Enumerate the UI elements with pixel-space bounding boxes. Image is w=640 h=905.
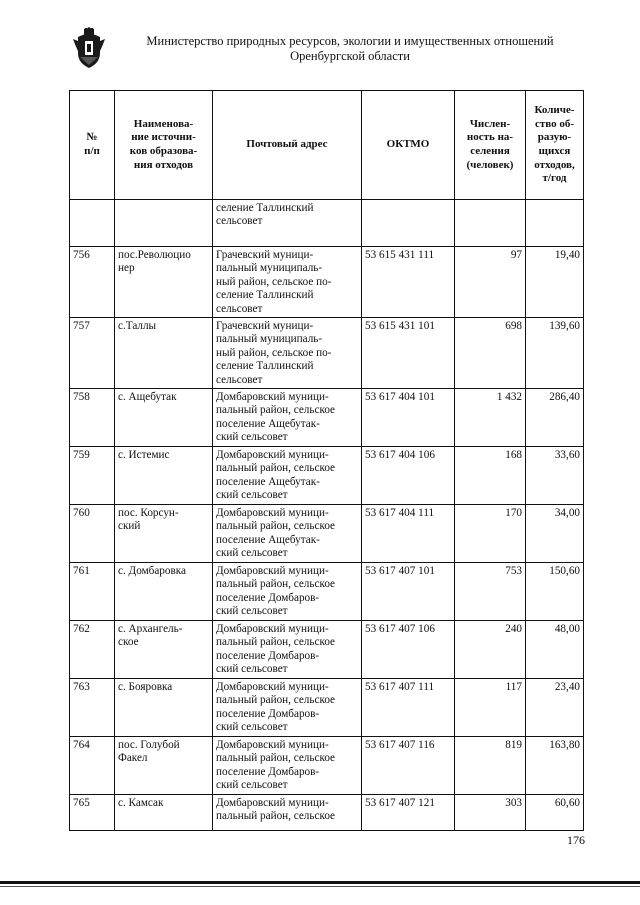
cell-row-number: 763 (70, 679, 115, 737)
cell-waste-amount: 163,80 (526, 737, 584, 795)
cell-row-number: 759 (70, 447, 115, 505)
cell-waste-amount: 23,40 (526, 679, 584, 737)
cell-source-name: с. Камсак (115, 795, 213, 831)
cell-waste-amount: 150,60 (526, 563, 584, 621)
cell-row-number: 761 (70, 563, 115, 621)
cell-source-name: с. Ащебутак (115, 389, 213, 447)
cell-oktmo-code: 53 617 407 111 (362, 679, 455, 737)
cell-source-name (115, 200, 213, 247)
cell-oktmo-code: 53 617 404 111 (362, 505, 455, 563)
cell-postal-address: селение Таллинский сельсовет (213, 200, 362, 247)
cell-population (455, 200, 526, 247)
cell-postal-address: Домбаровский муници- пальный район, сельское поселение Ащебутак- ский сельсовет (213, 389, 362, 447)
cell-population: 170 (455, 505, 526, 563)
table-row (70, 505, 584, 563)
table-row (70, 447, 584, 505)
ministry-line-1: Министерство природных ресурсов, экологии и имущественных отношений (146, 34, 554, 48)
cell-oktmo-code: 53 617 407 121 (362, 795, 455, 831)
cell-population: 97 (455, 247, 526, 318)
cell-oktmo-code: 53 617 407 116 (362, 737, 455, 795)
cell-postal-address: Домбаровский муници- пальный район, сельское поселение Домбаров- ский сельсовет (213, 563, 362, 621)
cell-row-number: 760 (70, 505, 115, 563)
ministry-header (120, 34, 580, 64)
table-row (70, 247, 584, 318)
footer-rule-thin (0, 886, 640, 887)
cell-population: 168 (455, 447, 526, 505)
cell-oktmo-code: 53 615 431 101 (362, 318, 455, 389)
waste-sources-table (69, 90, 584, 831)
cell-source-name: пос. Корсун- ский (115, 505, 213, 563)
cell-oktmo-code: 53 615 431 111 (362, 247, 455, 318)
cell-waste-amount: 33,60 (526, 447, 584, 505)
cell-waste-amount: 34,00 (526, 505, 584, 563)
column-header-population: Числен- ность на- селения (человек) (455, 91, 526, 200)
cell-postal-address: Домбаровский муници- пальный район, сельское (213, 795, 362, 831)
table-row (70, 318, 584, 389)
column-header-waste-amount: Количе- ство об- разую- щихся отходов, т/год (526, 91, 584, 200)
cell-postal-address: Домбаровский муници- пальный район, сельское поселение Домбаров- ский сельсовет (213, 737, 362, 795)
cell-population: 240 (455, 621, 526, 679)
cell-waste-amount: 139,60 (526, 318, 584, 389)
cell-oktmo-code: 53 617 404 101 (362, 389, 455, 447)
cell-row-number: 765 (70, 795, 115, 831)
cell-population: 303 (455, 795, 526, 831)
table-row (70, 621, 584, 679)
cell-row-number: 756 (70, 247, 115, 318)
table-row (70, 563, 584, 621)
cell-population: 698 (455, 318, 526, 389)
column-header-postal-address: Почтовый адрес (213, 91, 362, 200)
cell-row-number: 762 (70, 621, 115, 679)
cell-population: 117 (455, 679, 526, 737)
cell-source-name: с. Архангель- ское (115, 621, 213, 679)
cell-source-name: с.Таллы (115, 318, 213, 389)
cell-source-name: с. Домбаровка (115, 563, 213, 621)
footer-rule (0, 881, 640, 884)
cell-postal-address: Домбаровский муници- пальный район, сельское поселение Ащебутак- ский сельсовет (213, 505, 362, 563)
cell-oktmo-code: 53 617 407 106 (362, 621, 455, 679)
cell-oktmo-code: 53 617 407 101 (362, 563, 455, 621)
cell-postal-address: Домбаровский муници- пальный район, сельское поселение Домбаров- ский сельсовет (213, 679, 362, 737)
cell-postal-address: Домбаровский муници- пальный район, сельское поселение Домбаров- ский сельсовет (213, 621, 362, 679)
cell-source-name: пос. Голубой Факел (115, 737, 213, 795)
cell-oktmo-code (362, 200, 455, 247)
column-header-number: № п/п (70, 91, 115, 200)
cell-population: 753 (455, 563, 526, 621)
cell-waste-amount: 286,40 (526, 389, 584, 447)
cell-source-name: с. Бояровка (115, 679, 213, 737)
cell-waste-amount: 60,60 (526, 795, 584, 831)
cell-postal-address: Грачевский муници- пальный муниципаль- ный район, сельское по- селение Таллинский сельсовет (213, 318, 362, 389)
page-number: 176 (567, 833, 585, 847)
coat-of-arms-icon (72, 27, 106, 69)
cell-waste-amount: 19,40 (526, 247, 584, 318)
column-header-source-name: Наименова- ние источни- ков образова- ния отходов (115, 91, 213, 200)
cell-row-number: 764 (70, 737, 115, 795)
cell-waste-amount: 48,00 (526, 621, 584, 679)
table-row (70, 795, 584, 831)
table-header-row (70, 91, 584, 200)
table-row (70, 389, 584, 447)
cell-row-number: 758 (70, 389, 115, 447)
cell-source-name: пос.Революцио нер (115, 247, 213, 318)
cell-row-number: 757 (70, 318, 115, 389)
cell-population: 819 (455, 737, 526, 795)
cell-waste-amount (526, 200, 584, 247)
table-row (70, 200, 584, 247)
column-header-oktmo: ОКТМО (362, 91, 455, 200)
cell-postal-address: Домбаровский муници- пальный район, сельское поселение Ащебутак- ский сельсовет (213, 447, 362, 505)
cell-source-name: с. Истемис (115, 447, 213, 505)
cell-population: 1 432 (455, 389, 526, 447)
cell-row-number (70, 200, 115, 247)
ministry-line-2: Оренбургской области (290, 49, 410, 63)
cell-oktmo-code: 53 617 404 106 (362, 447, 455, 505)
table-row (70, 737, 584, 795)
table-row (70, 679, 584, 737)
cell-postal-address: Грачевский муници- пальный муниципаль- ный район, сельское по- селение Таллинский сельсовет (213, 247, 362, 318)
